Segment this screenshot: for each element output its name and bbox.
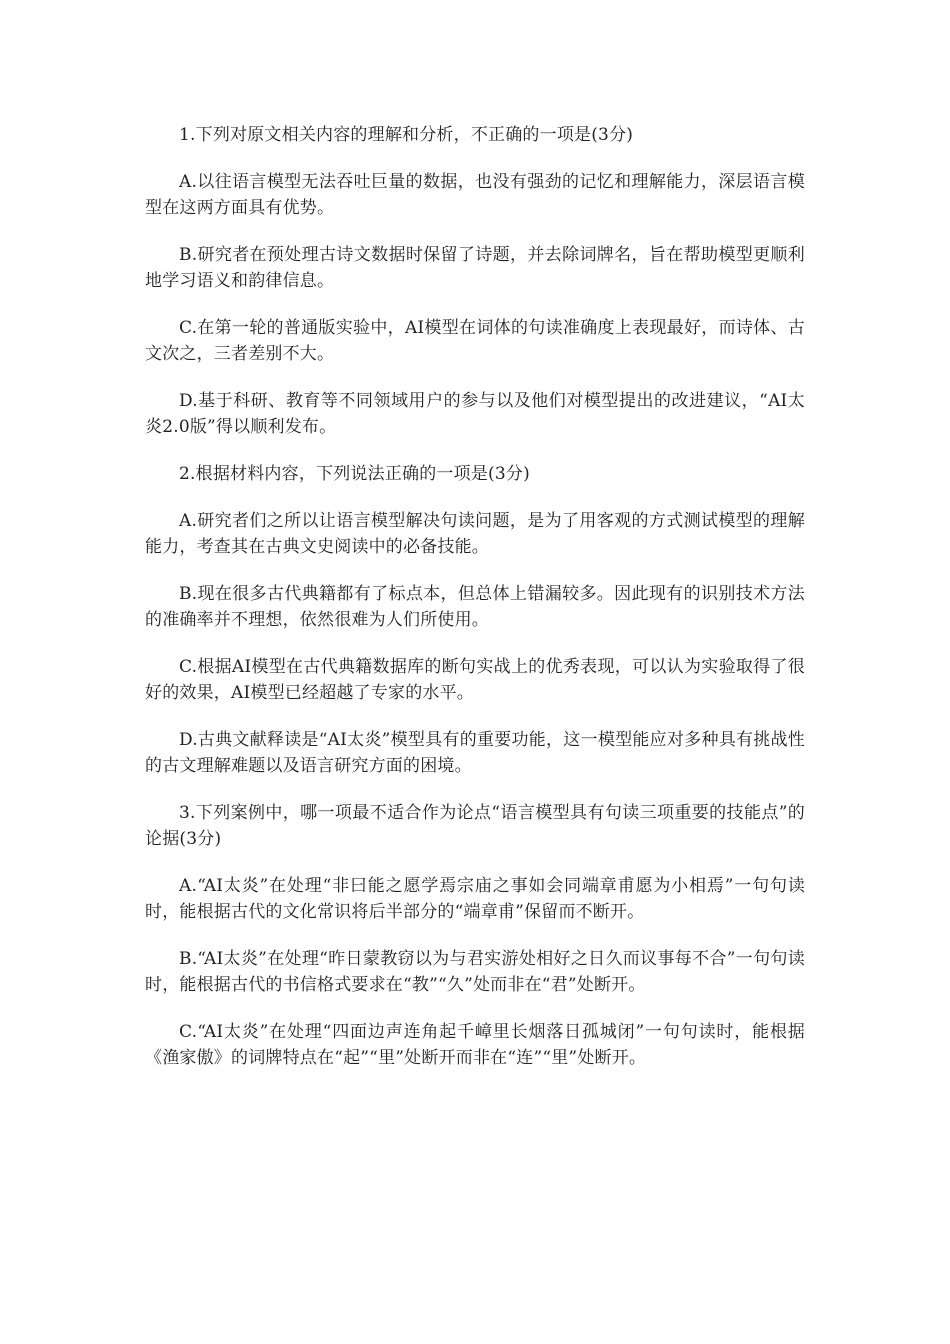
- question-3-stem: 3.下列案例中，哪一项最不适合作为论点“语言模型具有句读三项重要的技能点”的论据(3分): [145, 803, 805, 849]
- question-1-option-a: A.以往语言模型无法吞吐巨量的数据，也没有强劲的记忆和理解能力，深层语言模型在这两方面具有优势。: [145, 172, 805, 218]
- question-1-option-c: C.在第一轮的普通版实验中，AI模型在词体的句读准确度上表现最好，而诗体、古文次之，三者差别不大。: [145, 318, 805, 364]
- question-2-option-a: A.研究者们之所以让语言模型解决句读问题，是为了用客观的方式测试模型的理解能力，考查其在古典文史阅读中的必备技能。: [145, 511, 805, 557]
- question-3-option-b: B.“AI太炎”在处理“昨日蒙教窃以为与君实游处相好之日久而议事每不合”一句句读时，能根据古代的书信格式要求在“教”“久”处而非在“君”处断开。: [145, 949, 805, 995]
- question-1-stem: 1.下列对原文相关内容的理解和分析，不正确的一项是(3分): [179, 125, 634, 145]
- question-1-option-d: D.基于科研、教育等不同领域用户的参与以及他们对模型提出的改进建议，“AI太炎2.0版”得以顺利发布。: [145, 391, 805, 437]
- question-1-option-b: B.研究者在预处理古诗文数据时保留了诗题，并去除词牌名，旨在帮助模型更顺利地学习语义和韵律信息。: [145, 245, 805, 291]
- question-2-stem: 2.根据材料内容，下列说法正确的一项是(3分): [179, 464, 530, 484]
- question-2-option-d: D.古典文献释读是“AI太炎”模型具有的重要功能，这一模型能应对多种具有挑战性的古文理解难题以及语言研究方面的困境。: [145, 730, 805, 776]
- question-3-option-a: A.“AI太炎”在处理“非曰能之愿学焉宗庙之事如会同端章甫愿为小相焉”一句句读时，能根据古代的文化常识将后半部分的“端章甫”保留而不断开。: [145, 876, 805, 922]
- question-3-option-c: C.“AI太炎”在处理“四面边声连角起千嶂里长烟落日孤城闭”一句句读时，能根据《渔家傲》的词牌特点在“起”“里”处断开而非在“连”“里”处断开。: [145, 1022, 805, 1068]
- question-2-option-b: B.现在很多古代典籍都有了标点本，但总体上错漏较多。因此现有的识别技术方法的准确率并不理想，依然很难为人们所使用。: [145, 584, 805, 630]
- question-2-option-c: C.根据AI模型在古代典籍数据库的断句实战上的优秀表现，可以认为实验取得了很好的效果，AI模型已经超越了专家的水平。: [145, 657, 805, 703]
- question-page: [145, 122, 805, 1092]
